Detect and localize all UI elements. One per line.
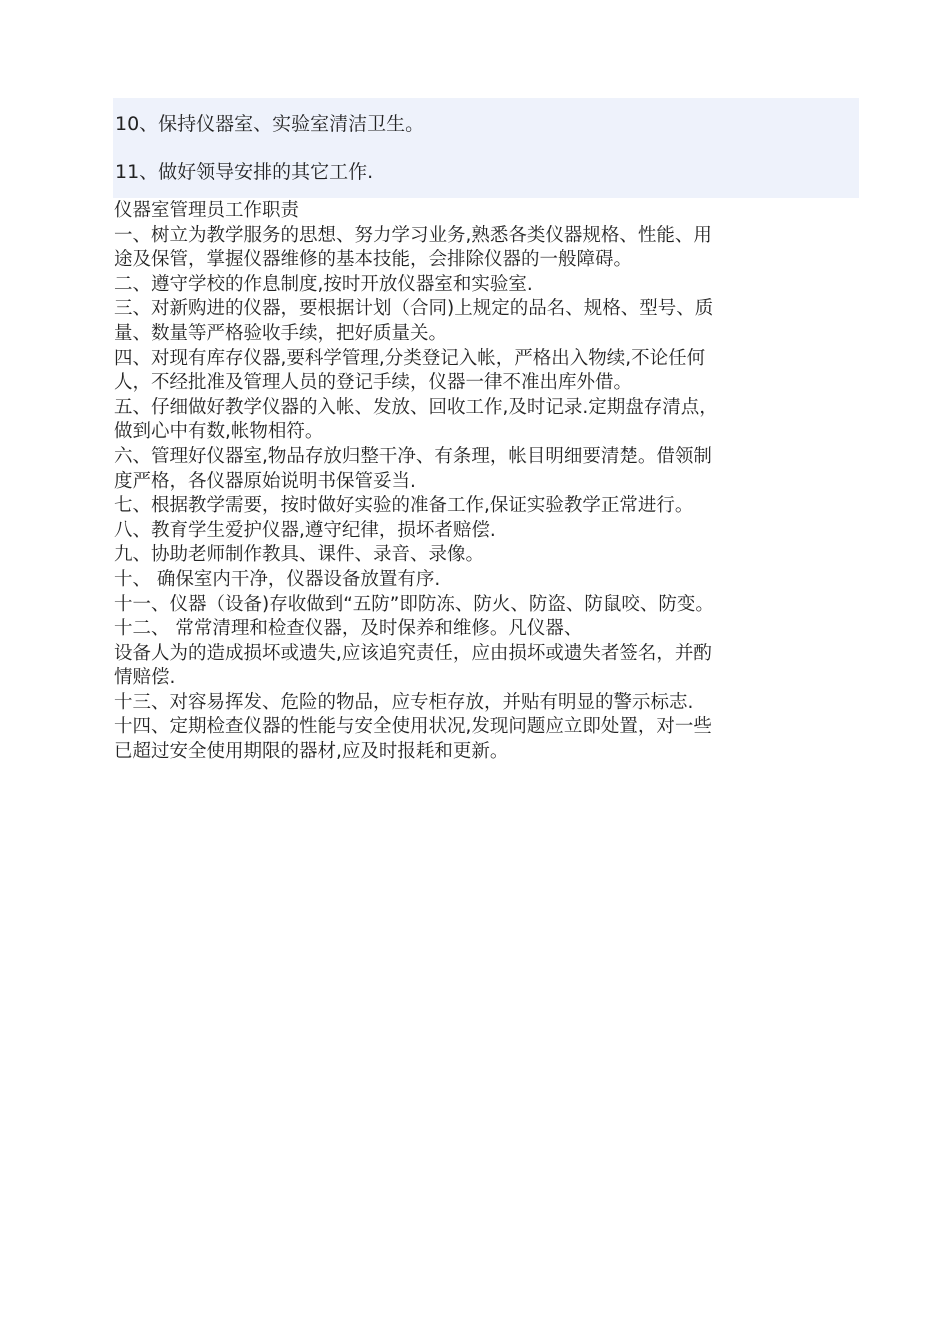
text-line: 八、教育学生爱护仪器,遵守纪律，损坏者赔偿. — [114, 519, 496, 541]
text-line: 四、对现有库存仪器,要科学管理,分类登记入帐，严格出入物续,不论任何 — [114, 347, 706, 369]
item-11-text: 11、做好领导安排的其它工作. — [115, 161, 374, 183]
text-line: 情赔偿. — [114, 667, 176, 689]
text-line: 人，不经批准及管理人员的登记手续，仪器一律不准出库外借。 — [114, 372, 633, 394]
text-line: 十二、 常常清理和检查仪器，及时保养和维修。凡仪器、 — [114, 618, 583, 640]
text-line: 已超过安全使用期限的器材,应及时报耗和更新。 — [114, 741, 509, 763]
text-line: 量、数量等严格验收手续，把好质量关。 — [114, 322, 448, 344]
text-line: 十一、仪器（设备)存收做到“五防”即防冻、防火、防盗、防鼠咬、防变。 — [114, 593, 714, 615]
text-line: 七、根据教学需要，按时做好实验的准备工作,保证实验教学正常进行。 — [114, 495, 694, 517]
text-line: 十三、对容易挥发、危险的物品，应专柜存放，并贴有明显的警示标志. — [114, 691, 694, 713]
text-line: 十四、定期检查仪器的性能与安全使用状况,发现问题应立即处置，对一些 — [114, 716, 712, 738]
text-line: 六、管理好仪器室,物品存放归整干净、有条理，帐目明细要清楚。借领制 — [114, 445, 712, 467]
section-title: 仪器室管理员工作职责 — [114, 200, 300, 221]
text-line: 三、对新购进的仪器，要根据计划（合同)上规定的品名、规格、型号、质 — [114, 298, 714, 320]
text-line: 一、树立为教学服务的思想、努力学习业务,熟悉各类仪器规格、性能、用 — [114, 224, 712, 246]
text-line: 途及保管，掌握仪器维修的基本技能，会排除仪器的一般障碍。 — [114, 249, 633, 271]
text-line: 设备人为的造成损坏或遗失,应该追究责任，应由损坏或遗失者签名，并酌 — [114, 642, 712, 664]
duties-section — [114, 199, 854, 765]
highlighted-block — [113, 98, 859, 198]
text-line: 九、协助老师制作教具、课件、录音、录像。 — [114, 544, 485, 566]
text-line: 五、仔细做好教学仪器的入帐、发放、回收工作,及时记录.定期盘存清点， — [114, 396, 718, 418]
text-line: 做到心中有数,帐物相符。 — [114, 421, 324, 443]
text-line: 十、 确保室内干净，仪器设备放置有序. — [114, 568, 441, 590]
text-line: 二、遵守学校的作息制度,按时开放仪器室和实验室. — [114, 273, 533, 295]
text-line: 度严格，各仪器原始说明书保管妥当. — [114, 470, 416, 492]
item-10-text: 10、保持仪器室、实验室清洁卫生。 — [115, 113, 425, 135]
